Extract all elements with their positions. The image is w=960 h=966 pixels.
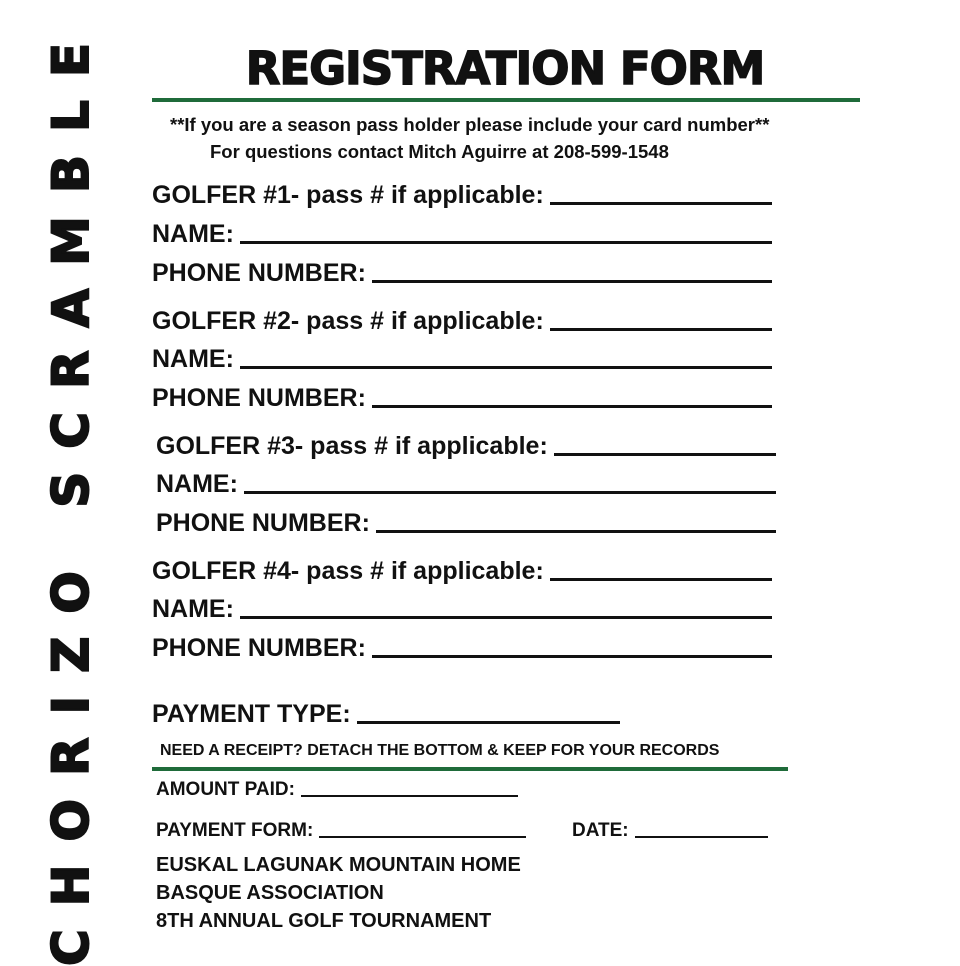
golfer-2-name-label: NAME: [152, 345, 234, 373]
contact-note: For questions contact Mitch Aguirre at 208-599-1548 [210, 141, 669, 162]
side-title [41, 19, 101, 966]
golfer-3-pass-blank[interactable] [554, 431, 776, 456]
golfer-2-name-blank[interactable] [240, 344, 772, 369]
golfer-1-name-label: NAME: [152, 220, 234, 248]
golfer-1-name-blank[interactable] [240, 219, 772, 244]
golfer-1-phone-field[interactable] [152, 256, 772, 290]
golfer-1-pass-blank[interactable] [550, 180, 772, 205]
date-field[interactable] [572, 817, 768, 845]
golfer-3-name-blank[interactable] [244, 469, 776, 494]
payment-form-blank[interactable] [319, 820, 526, 838]
golfer-1-phone-label: PHONE NUMBER: [152, 259, 366, 287]
form-title: REGISTRATION FORM [245, 42, 765, 95]
golfer-2-phone-label: PHONE NUMBER: [152, 384, 366, 412]
golfer-3-phone-field[interactable] [156, 506, 776, 540]
golfer-4-phone-label: PHONE NUMBER: [152, 634, 366, 662]
golfer-3-phone-blank[interactable] [376, 508, 776, 533]
footer-org-line-1: EUSKAL LAGUNAK MOUNTAIN HOME [156, 854, 521, 876]
amount-paid-label: AMOUNT PAID: [156, 779, 295, 800]
amount-paid-field[interactable] [156, 776, 518, 804]
golfer-2-pass-blank[interactable] [550, 306, 772, 331]
golfer-3-name-field[interactable] [156, 467, 776, 501]
date-label: DATE: [572, 820, 629, 841]
side-title-text: CHORIZO SCRAMBLE [42, 19, 101, 966]
footer-org-line-2: BASQUE ASSOCIATION [156, 882, 384, 904]
golfer-1-pass-label: GOLFER #1- pass # if applicable: [152, 181, 544, 209]
golfer-4-name-label: NAME: [152, 595, 234, 623]
golfer-3-pass-field[interactable] [156, 429, 776, 463]
payment-type-label: PAYMENT TYPE: [152, 700, 351, 728]
title-divider [152, 98, 860, 102]
golfer-2-phone-field[interactable] [152, 381, 772, 415]
golfer-4-phone-blank[interactable] [372, 633, 772, 658]
golfer-3-phone-label: PHONE NUMBER: [156, 509, 370, 537]
golfer-1-name-field[interactable] [152, 217, 772, 251]
receipt-notice: NEED A RECEIPT? DETACH THE BOTTOM & KEEP FOR YOUR RECORDS [160, 742, 720, 759]
payment-type-blank[interactable] [357, 699, 620, 724]
date-blank[interactable] [635, 820, 768, 838]
golfer-4-name-blank[interactable] [240, 594, 772, 619]
golfer-1-phone-blank[interactable] [372, 258, 772, 283]
golfer-2-name-field[interactable] [152, 342, 772, 376]
golfer-4-pass-field[interactable] [152, 554, 772, 588]
season-pass-note: **If you are a season pass holder please include your card number** [170, 114, 770, 135]
golfer-2-phone-blank[interactable] [372, 383, 772, 408]
receipt-divider [152, 767, 788, 771]
payment-form-label: PAYMENT FORM: [156, 820, 314, 841]
golfer-4-pass-label: GOLFER #4- pass # if applicable: [152, 557, 544, 585]
golfer-1-pass-field[interactable] [152, 178, 772, 212]
payment-form-field[interactable] [156, 817, 526, 845]
golfer-2-pass-field[interactable] [152, 304, 772, 338]
golfer-3-name-label: NAME: [156, 470, 238, 498]
golfer-4-name-field[interactable] [152, 592, 772, 626]
payment-type-field[interactable] [152, 697, 620, 731]
golfer-4-phone-field[interactable] [152, 631, 772, 665]
footer-event-line: 8TH ANNUAL GOLF TOURNAMENT [156, 910, 492, 932]
golfer-4-pass-blank[interactable] [550, 556, 772, 581]
amount-paid-blank[interactable] [301, 779, 518, 797]
golfer-3-pass-label: GOLFER #3- pass # if applicable: [156, 432, 548, 460]
golfer-2-pass-label: GOLFER #2- pass # if applicable: [152, 307, 544, 335]
